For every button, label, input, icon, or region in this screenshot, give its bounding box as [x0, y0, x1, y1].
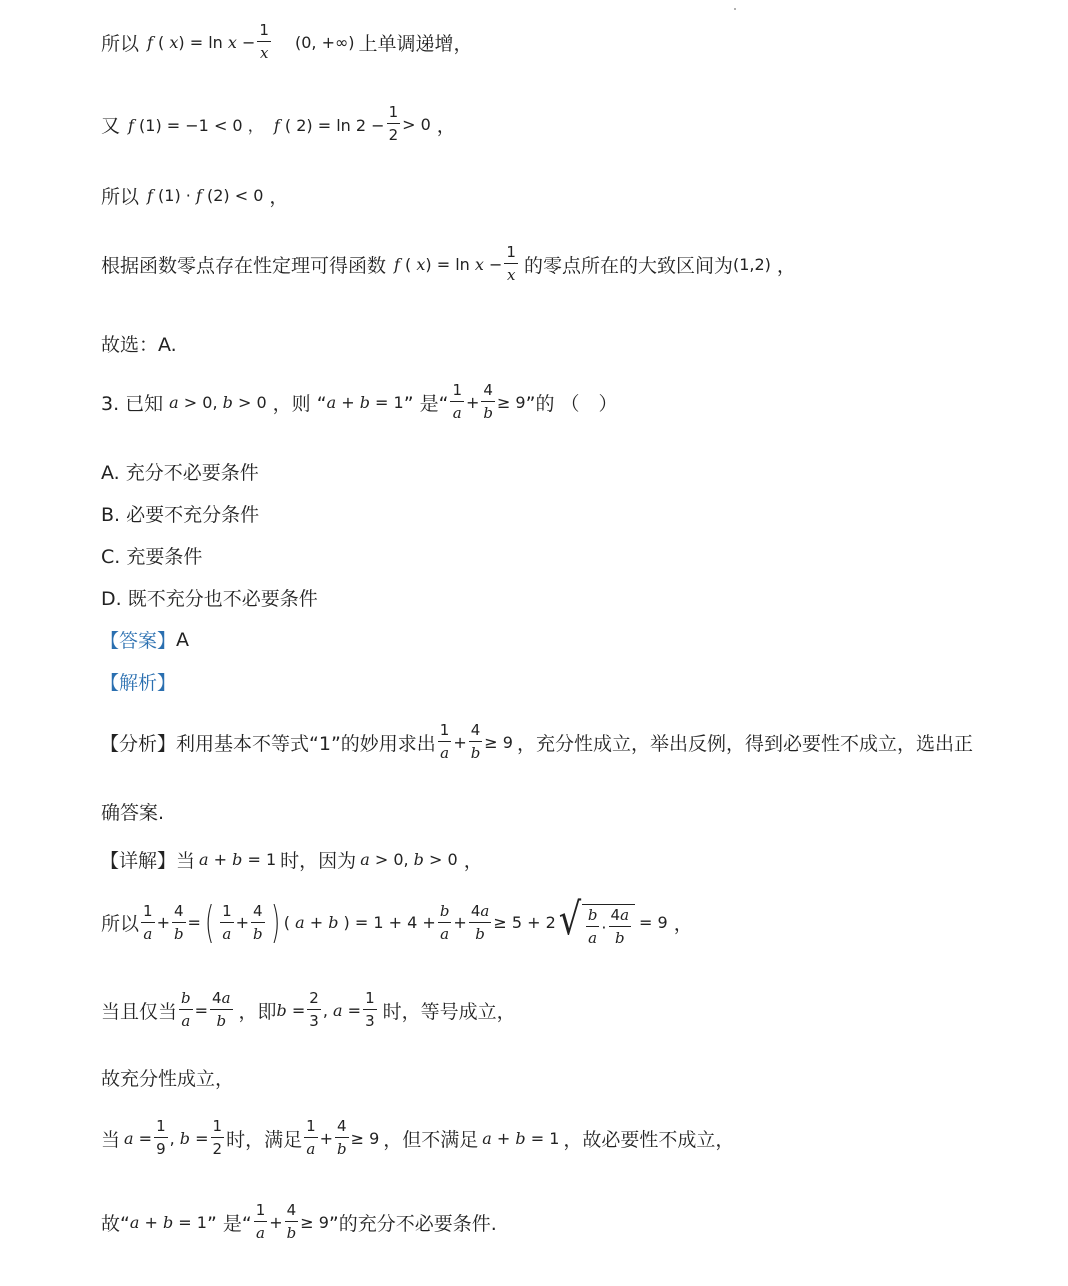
- line-choice: [101, 330, 177, 357]
- formula: a =: [124, 1128, 153, 1148]
- text: 时，等号成立，: [382, 1000, 516, 1023]
- formula: = 9: [639, 913, 668, 933]
- sqrt: √ $\frac{b}{a}$ · $\frac{4a}{b}$: [556, 898, 635, 948]
- formula: f ( x) = ln x −: [394, 254, 503, 274]
- text: 的零点所在的大致区间为: [523, 254, 733, 277]
- fraction: $\frac{4}{b}$: [286, 1201, 297, 1243]
- text: ，但不满足: [383, 1128, 479, 1151]
- formula: ( a + b ) = 1 + 4 +: [283, 913, 436, 933]
- formula: a + b = 1: [129, 1212, 207, 1232]
- text: 故选：A.: [101, 334, 177, 356]
- text: 当: [176, 850, 196, 872]
- text: ，即: [238, 1000, 277, 1023]
- text: ，: [776, 254, 796, 277]
- text: 利用基本不等式“1”的妙用求出: [176, 732, 436, 755]
- text: 时，因为: [280, 850, 357, 872]
- fraction: $\frac{4a}{b}$: [470, 901, 490, 943]
- analysis-tag: [100, 668, 176, 695]
- fraction: $\frac{1}{a}$: [143, 901, 153, 943]
- fraction: $\frac{b}{a}$: [181, 989, 191, 1031]
- formula: ≥ 9: [484, 732, 513, 752]
- formula: f (1) = −1 < 0 ， f ( 2) = ln 2 −: [128, 115, 385, 135]
- text: ”的 （ ）: [525, 392, 618, 415]
- fraction: $\frac{b}{a}$: [439, 901, 450, 943]
- fraction: $\frac{1}{a}$: [452, 381, 462, 423]
- fraction: $\frac{1}{a}$: [222, 901, 232, 943]
- tag: 【分析】: [100, 732, 177, 755]
- text: D. 既不充分也不必要条件: [101, 588, 318, 610]
- fraction: $\frac{2}{3}$: [309, 989, 319, 1031]
- text: 所以: [101, 32, 140, 55]
- line-xiangjie: [100, 846, 483, 873]
- fraction: $\frac{1}{a}$: [439, 721, 450, 763]
- fraction: $\frac{1}{a}$: [306, 1117, 316, 1159]
- question-3: 3. 已知 a > 0, b > 0 ，则 “ a + b = 1 ” 是“ $\frac{1}{a}$ + $\frac{4}{b}$ ≥ 9 ”的 （ ）: [101, 381, 618, 423]
- text: B. 必要不充分条件: [101, 504, 260, 526]
- formula: b =: [276, 1000, 306, 1020]
- text: 根据函数零点存在性定理可得函数: [101, 254, 387, 277]
- text: ”的充分不必要条件.: [328, 1212, 497, 1235]
- fraction: $\frac{1}{9}$: [156, 1117, 166, 1159]
- line-conclusion: 故“ a + b = 1 ” 是“ $\frac{1}{a}$ + $\frac{4}{b}$ ≥ 9 ”的充分不必要条件.: [101, 1201, 497, 1243]
- line-sufficiency: [101, 1064, 234, 1091]
- text: 当且仅当: [101, 1000, 178, 1023]
- line-counterexample: 当 a = $\frac{1}{9}$ , b = $\frac{1}{2}$ 时，满足 $\frac{1}{a}$ + $\frac{4}{b}$ ≥ 9 ，但不满足 a + b = 1 ，故必要性不成立，: [101, 1117, 735, 1159]
- formula: f (1) · f (2) < 0: [147, 186, 264, 205]
- formula: ≥ 9: [496, 392, 526, 412]
- fraction: $\frac{4}{b}$: [173, 901, 184, 943]
- line-product: [101, 182, 288, 209]
- text: 上单调递增，: [358, 32, 473, 55]
- line-equality: 当且仅当 $\frac{b}{a}$ = $\frac{4a}{b}$ ，即 b = $\frac{2}{3}$ , a = $\frac{1}{3}$ 时，等号成立，: [101, 989, 516, 1031]
- answer: [100, 626, 189, 653]
- text: 所以: [101, 186, 140, 208]
- text: ，故必要性不成立，: [563, 1128, 735, 1151]
- text: 时，满足: [226, 1128, 303, 1151]
- line-expansion: 所以 $\frac{1}{a}$ + $\frac{4}{b}$ = ( $\frac{1}{a}$ + $\frac{4}{b}$ ) ( a + b ) = 1 + 4 + $\frac{b}{a}$ + $\frac{4a}{b}$ ≥ 5 + 2 √ $\frac{b}{a}$ · $\frac{4a}{b}$ = 9 ，: [101, 894, 693, 948]
- text: 确答案.: [101, 802, 165, 824]
- formula: ≥ 5 + 2: [493, 913, 556, 933]
- text: 所以: [101, 913, 140, 936]
- formula: , a =: [322, 1000, 362, 1020]
- interval: (1,2): [732, 254, 771, 274]
- fraction: $\frac{4}{b}$: [470, 721, 481, 763]
- text: ” 是“: [403, 392, 449, 415]
- formula: f ( x) = ln x −: [147, 32, 256, 52]
- tag: 【详解】: [100, 850, 177, 872]
- text: A. 充分不必要条件: [101, 462, 259, 484]
- line-monotonic: [101, 22, 473, 63]
- text: ，: [269, 186, 289, 208]
- text: ，充分性成立，举出反例，得到必要性不成立，选出正: [516, 732, 973, 755]
- line-fenxi-cont: [101, 798, 164, 825]
- answer-tag: 【答案】: [100, 630, 177, 652]
- text: 3. 已知: [101, 392, 164, 415]
- fraction: $\frac{4}{b}$: [253, 901, 263, 943]
- text: ，: [436, 114, 456, 137]
- answer-value: A: [176, 628, 190, 651]
- fraction: $\frac{4}{b}$: [337, 1117, 347, 1159]
- text: ，: [463, 850, 483, 872]
- formula: ≥ 9: [300, 1212, 329, 1232]
- option-a: [101, 458, 259, 485]
- formula: a + b = 1: [482, 1128, 560, 1148]
- formula: > 0: [402, 114, 431, 134]
- option-b: [101, 500, 259, 527]
- text: 【解析】: [100, 672, 177, 694]
- fraction: $\frac{1}{a}$: [255, 1201, 266, 1243]
- text: ” 是“: [206, 1212, 252, 1235]
- fraction: $\frac{1}{x}$: [259, 21, 269, 63]
- formula: a > 0, b > 0: [169, 392, 267, 412]
- fraction: $\frac{4a}{b}$: [212, 989, 231, 1031]
- text: 故“: [101, 1212, 130, 1235]
- fraction: $\frac{4}{b}$: [483, 381, 493, 423]
- option-c: [101, 542, 202, 569]
- text: ，: [673, 913, 693, 936]
- formula: a + b = 1: [199, 850, 277, 869]
- fraction: $\frac{1}{3}$: [365, 989, 375, 1031]
- text: 故充分性成立，: [101, 1068, 235, 1090]
- text: 又: [101, 114, 121, 137]
- line-fenxi: 【分析】 利用基本不等式“1”的妙用求出 $\frac{1}{a}$ + $\frac{4}{b}$ ≥ 9 ，充分性成立，举出反例，得到必要性不成立，选出正: [100, 721, 973, 763]
- option-d: [101, 584, 318, 611]
- formula: a > 0, b > 0: [360, 850, 458, 869]
- fraction: $\frac{1}{2}$: [212, 1117, 223, 1159]
- fraction: $\frac{1}{x}$: [506, 243, 516, 285]
- line-values: [101, 104, 456, 145]
- formula: , b =: [169, 1128, 209, 1148]
- speck: [734, 8, 736, 10]
- text: 当: [101, 1128, 121, 1151]
- line-zero-theorem: [101, 244, 796, 285]
- formula: ≥ 9: [350, 1128, 380, 1148]
- formula: a + b = 1: [326, 392, 404, 412]
- text: C. 充要条件: [101, 546, 203, 568]
- fraction: $\frac{1}{2}$: [388, 103, 399, 145]
- interval: (0, +∞): [294, 32, 355, 52]
- text: ，则 “: [272, 392, 327, 415]
